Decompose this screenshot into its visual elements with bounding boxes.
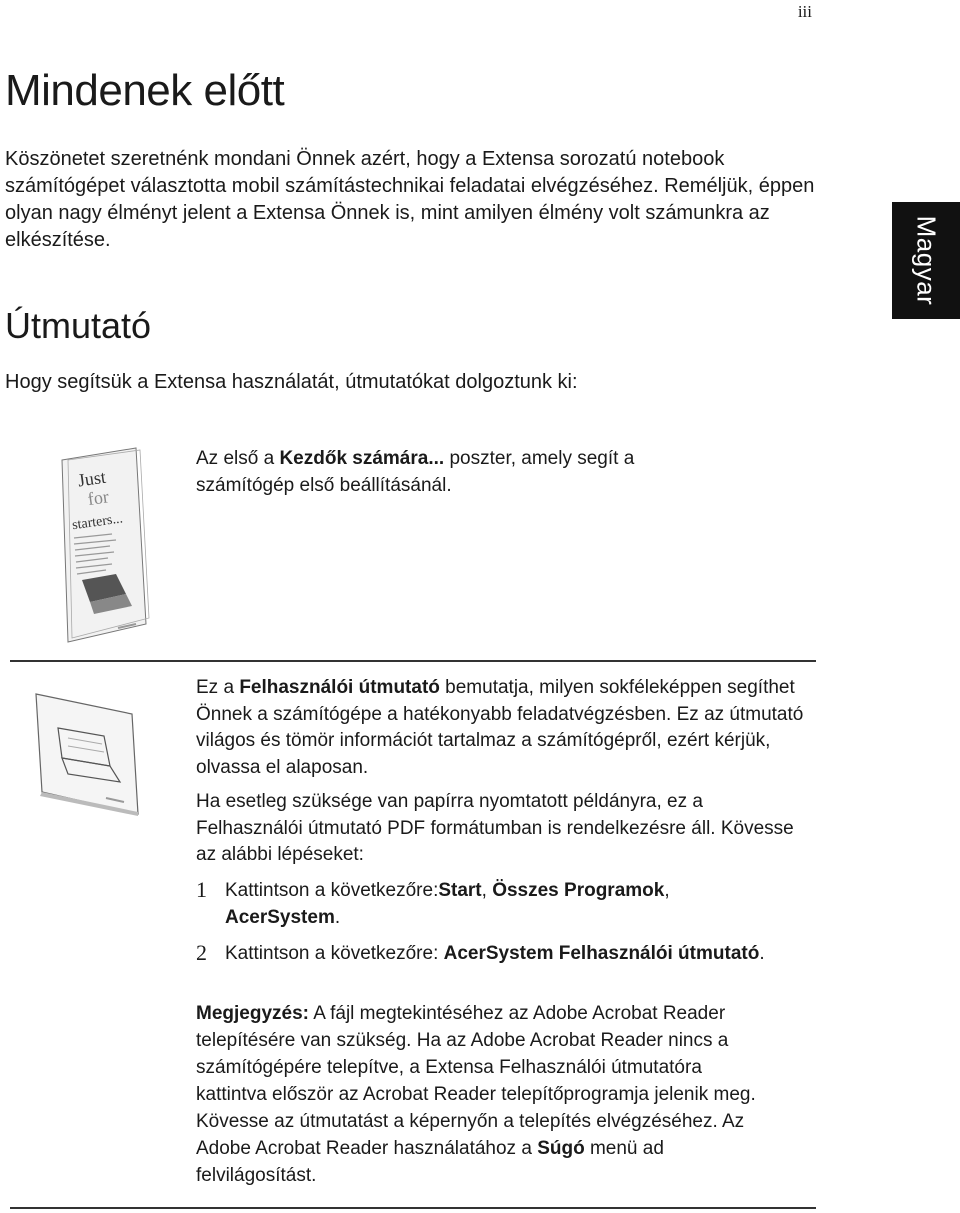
poster-image-line1: Just bbox=[76, 466, 108, 491]
divider bbox=[10, 660, 816, 662]
step-1-number: 1 bbox=[196, 877, 207, 902]
intro-paragraph: Köszönetet szeretnénk mondani Önnek azért, hogy a Extensa sorozatú notebook számítógépet választotta mobil számítástechnikai feladatai elvégzéséhez. Reméljük, éppen olyan nagy élményt jelent a Extensa Önnek is, mint amilyen élmény volt számunkra az elkészítése. bbox=[5, 148, 815, 251]
note-label: Megjegyzés: bbox=[196, 1003, 309, 1024]
language-tab-label: Magyar bbox=[911, 215, 942, 306]
note-paragraph: Megjegyzés: A fájl megtekintéséhez az Adobe Acrobat Reader telepítésére van szükség. Ha az Adobe Acrobat Reader nincs a számítógépére telepítve, a Extensa Felhasználói útmutatóra kattintva először az Acrobat Reader telepítőprogramja jelenik meg. Kövesse az útmutatást a képernyőn a telepítés elvégzéséhez. Az Adobe Acrobat Reader használatához a Súgó menü ad felvilágosítást. bbox=[196, 1003, 756, 1186]
step-2-number: 2 bbox=[196, 940, 207, 965]
poster-description: Az első a Kezdők számára... poszter, amely segít a számítógép első beállításánál. bbox=[196, 448, 635, 496]
section-lead: Hogy segítsük a Extensa használatát, útmutatókat dolgoztunk ki: bbox=[5, 371, 578, 393]
manual-paragraph-1: Ez a Felhasználói útmutató bemutatja, milyen sokféleképpen segíthet Önnek a számítógépe a hatékonyabb feladatvégzésben. Ez az útmutató világos és tömör információt tartalmaz a számítógépről, ezért kérjük, olvassa el alaposan. bbox=[196, 677, 804, 778]
manual-name: Felhasználói útmutató bbox=[239, 677, 440, 698]
language-tab bbox=[892, 202, 960, 319]
section-title: Útmutató bbox=[5, 305, 152, 346]
poster-image-line3: starters... bbox=[71, 511, 124, 534]
divider-bottom bbox=[10, 1207, 816, 1209]
page-title: Mindenek előtt bbox=[5, 66, 285, 115]
step-2-text: Kattintson a következőre: AcerSystem Felhasználói útmutató. bbox=[225, 943, 765, 964]
manual-paragraph-2: Ha esetleg szüksége van papírra nyomtatott példányra, ez a Felhasználói útmutató PDF formátumban is rendelkezésre áll. Kövesse az alábbi lépéseket: bbox=[196, 791, 794, 865]
page-number: iii bbox=[797, 2, 812, 21]
poster-image-line2: for bbox=[86, 486, 110, 510]
poster-image bbox=[56, 446, 152, 646]
manual-image bbox=[28, 688, 148, 818]
poster-name: Kezdők számára... bbox=[279, 448, 445, 469]
step-1-text: Kattintson a következőre:Start, Összes Programok, AcerSystem. bbox=[225, 880, 670, 928]
